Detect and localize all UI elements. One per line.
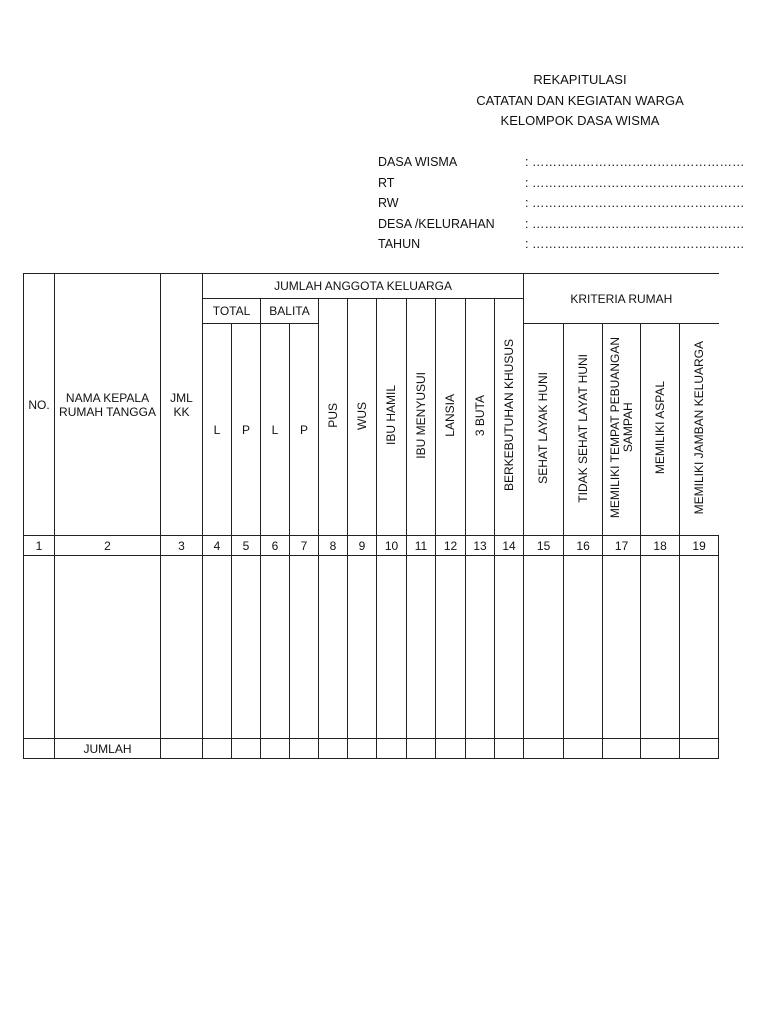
header-jamban-text: MEMILIKI JAMBAN KELUARGA: [691, 341, 706, 515]
meta-value: : ……………………………………………: [525, 216, 745, 231]
header-pus-text: PUS: [325, 403, 340, 428]
header-jml-line1: JML: [170, 390, 193, 405]
header-sampah-line1: MEMILIKI TEMPAT PEBUANGAN: [607, 337, 622, 519]
header-berkebutuhan: [495, 299, 524, 536]
header-sampah-text: [609, 337, 635, 518]
data-cell[interactable]: [261, 556, 290, 739]
document-title: [440, 70, 720, 132]
header-total-l: L: [203, 324, 232, 536]
meta-label: RT: [378, 175, 395, 190]
meta-value: : ……………………………………………: [525, 175, 745, 190]
data-cell[interactable]: [348, 556, 377, 739]
total-cell[interactable]: [203, 739, 232, 759]
meta-row-rt: [378, 173, 745, 194]
data-cell[interactable]: [641, 556, 680, 739]
column-number: 15: [524, 536, 564, 556]
total-cell[interactable]: [290, 739, 319, 759]
header-tidak-sehat-text: TIDAK SEHAT LAYAT HUNI: [575, 353, 590, 503]
data-cell[interactable]: [466, 556, 495, 739]
meta-fields: [378, 152, 745, 255]
total-cell[interactable]: [407, 739, 436, 759]
rekap-table: [23, 273, 719, 759]
data-cell[interactable]: [377, 556, 407, 739]
total-cell[interactable]: [436, 739, 466, 759]
data-cell[interactable]: [407, 556, 436, 739]
column-number: 3: [161, 536, 203, 556]
header-wus: [348, 299, 377, 536]
title-line-3: KELOMPOK DASA WISMA: [500, 113, 660, 128]
data-cell[interactable]: [161, 556, 203, 739]
data-cell[interactable]: [603, 556, 641, 739]
header-lansia: [436, 299, 466, 536]
total-cell[interactable]: [24, 739, 55, 759]
total-cell[interactable]: [232, 739, 261, 759]
total-cell[interactable]: [348, 739, 377, 759]
header-jml-line2: KK: [173, 404, 190, 419]
data-cell[interactable]: [55, 556, 161, 739]
header-total-p: P: [232, 324, 261, 536]
total-cell[interactable]: [261, 739, 290, 759]
meta-row-dasa-wisma: [378, 152, 745, 173]
data-cell[interactable]: [290, 556, 319, 739]
meta-label: DASA WISMA: [378, 155, 458, 169]
column-number: 8: [319, 536, 348, 556]
data-cell[interactable]: [436, 556, 466, 739]
header-no: NO.: [24, 274, 55, 536]
header-kriteria-rumah: KRITERIA RUMAH: [524, 274, 719, 324]
total-row: [24, 739, 719, 759]
column-number: 9: [348, 536, 377, 556]
data-cell[interactable]: [319, 556, 348, 739]
column-number: 7: [290, 536, 319, 556]
total-cell[interactable]: [641, 739, 680, 759]
meta-label: DESA /KELURAHAN: [378, 216, 495, 231]
column-number: 2: [55, 536, 161, 556]
header-balita: BALITA: [261, 299, 319, 324]
column-number: 16: [564, 536, 603, 556]
column-number: 18: [641, 536, 680, 556]
meta-row-tahun: [378, 234, 745, 255]
total-label: JUMLAH: [55, 739, 161, 759]
header-berkebutuhan-text: BERKEBUTUHAN KHUSUS: [501, 339, 516, 492]
header-sampah: [603, 324, 641, 536]
header-lansia-text: LANSIA: [443, 394, 457, 437]
header-aspal: [641, 324, 680, 536]
column-number: 19: [680, 536, 719, 556]
column-number: 10: [377, 536, 407, 556]
header-sehat-text: SEHAT LAYAK HUNI: [536, 372, 551, 484]
column-number: 5: [232, 536, 261, 556]
header-total: TOTAL: [203, 299, 261, 324]
data-cell[interactable]: [680, 556, 719, 739]
total-cell[interactable]: [680, 739, 719, 759]
total-cell[interactable]: [466, 739, 495, 759]
meta-value: : ……………………………………………: [525, 196, 745, 210]
title-line-2: CATATAN DAN KEGIATAN WARGA: [476, 92, 684, 108]
total-cell[interactable]: [564, 739, 603, 759]
meta-value: : ……………………………………………: [525, 155, 745, 169]
header-nama-line1: NAMA KEPALA: [65, 390, 150, 405]
column-number: 11: [407, 536, 436, 556]
column-number: 14: [495, 536, 524, 556]
column-number: 1: [24, 536, 55, 556]
header-buta-text: 3 BUTA: [472, 394, 487, 437]
header-sampah-line2: SAMPAH: [620, 403, 635, 453]
data-cell[interactable]: [495, 556, 524, 739]
header-nama: [55, 274, 161, 536]
header-ibu-menyusui-text: IBU MENYUSUI: [413, 372, 428, 459]
header-aspal-text: MEMILIKI ASPAL: [652, 381, 667, 475]
header-balita-p: P: [290, 324, 319, 536]
data-cell[interactable]: [203, 556, 232, 739]
header-jamban: [680, 324, 719, 536]
column-number-row: [24, 536, 719, 556]
header-ibu-menyusui: [407, 299, 436, 536]
meta-label: TAHUN: [378, 237, 421, 251]
data-cell[interactable]: [524, 556, 564, 739]
title-line-1: REKAPITULASI: [533, 72, 627, 87]
total-cell[interactable]: [161, 739, 203, 759]
header-ibu-hamil-text: IBU HAMIL: [384, 385, 398, 446]
column-number: 12: [436, 536, 466, 556]
header-nama-line2: RUMAH TANGGA: [59, 404, 156, 419]
meta-row-rw: [378, 193, 745, 214]
total-cell[interactable]: [495, 739, 524, 759]
column-number: 6: [261, 536, 290, 556]
total-cell[interactable]: [524, 739, 564, 759]
total-cell[interactable]: [603, 739, 641, 759]
data-cell[interactable]: [24, 556, 55, 739]
header-buta: [466, 299, 495, 536]
meta-label: RW: [378, 196, 399, 210]
total-cell[interactable]: [377, 739, 407, 759]
column-number: 13: [466, 536, 495, 556]
meta-row-desa: [378, 214, 745, 235]
header-wus-text: WUS: [354, 401, 369, 430]
total-cell[interactable]: [319, 739, 348, 759]
header-ibu-hamil: [377, 299, 407, 536]
meta-value: : ……………………………………………: [525, 237, 745, 251]
data-entry-row: [24, 556, 719, 739]
column-number: 17: [603, 536, 641, 556]
header-jumlah-anggota: JUMLAH ANGGOTA KELUARGA: [203, 274, 524, 299]
data-cell[interactable]: [232, 556, 261, 739]
column-number: 4: [203, 536, 232, 556]
header-sehat: [524, 324, 564, 536]
header-balita-l: L: [261, 324, 290, 536]
header-pus: [319, 299, 348, 536]
header-tidak-sehat: [564, 324, 603, 536]
header-jml-kk: [161, 274, 203, 536]
data-cell[interactable]: [564, 556, 603, 739]
